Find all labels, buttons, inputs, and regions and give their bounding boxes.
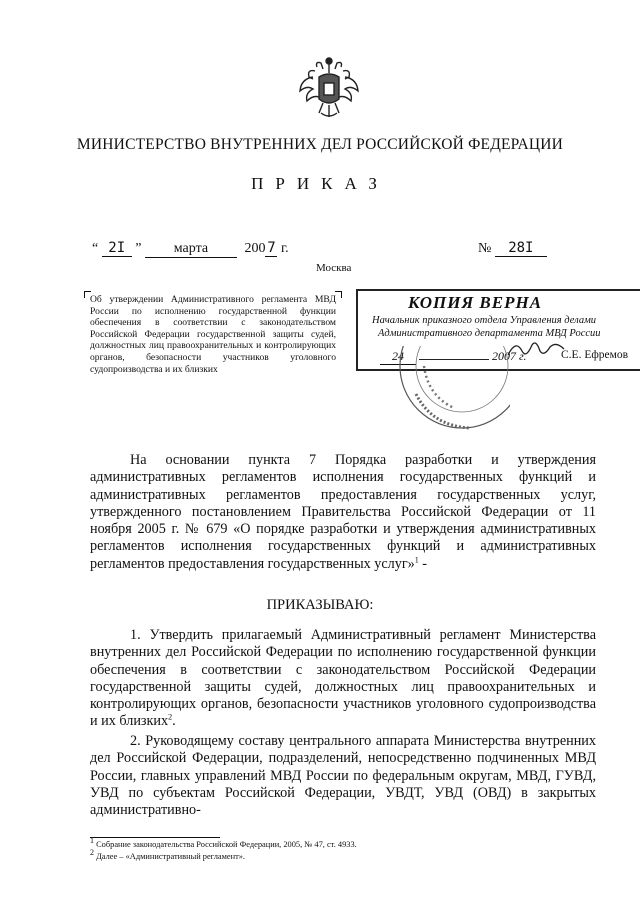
directive-heading: ПРИКАЗЫВАЮ:: [266, 597, 374, 613]
order-date: [92, 240, 289, 258]
order-item-2: [90, 733, 596, 819]
number-label: №: [478, 241, 492, 256]
footnote-2: [90, 848, 246, 862]
footnote-separator: [90, 837, 220, 838]
order-city: Москва: [316, 262, 352, 274]
order-item-1-tail: .: [172, 713, 176, 730]
stamp-date-year: 2007 г.: [492, 349, 527, 363]
preamble-paragraph: [90, 452, 596, 573]
footnote-1: [90, 836, 357, 850]
order-year-suffix: г.: [280, 241, 289, 256]
subject-text: Об утверждении Административного регламента МВД России по исполнению государственной функции обеспечения в соответствии с законодательством Российской Федерации государственной защиты судей, должностных лиц правоохранительных и контролирующих органов, безопасности участников уголовного судопроизводства и их близких: [90, 294, 336, 375]
footnote-2-text: Далее – «Административный регламент».: [96, 852, 246, 861]
order-number-value: 28I: [495, 240, 547, 257]
order-subject: [90, 294, 336, 375]
stamp-position-line2: Административного департамента МВД России: [378, 328, 601, 339]
stamp-position-line1: Начальник приказного отдела Управления делами: [372, 315, 597, 326]
order-year-digit: 7: [267, 240, 276, 256]
round-seal-icon: [392, 346, 510, 440]
order-month: марта: [145, 241, 237, 258]
order-day: 2I: [102, 240, 132, 257]
stamp-signatory: С.Е. Ефремов: [561, 349, 629, 361]
order-year-prefix: 200: [244, 241, 266, 256]
order-item-2-text: 2. Руководящему составу центрального аппарата Министерства внутренних дел Российской Федерации, подразделений, непосредственно подчиненных МВД России, главных управлений МВД России по федеральным округам, МВД, ГУВД, УВД по субъектам Российской Федерации, УВДТ, УВД (ОВД) в закрытых административно-: [90, 733, 596, 819]
preamble-tail: -: [418, 555, 428, 572]
quote-open: “: [92, 241, 99, 256]
footnote-1-text: Собрание законодательства Российской Федерации, 2005, № 47, ст. 4933.: [96, 840, 357, 849]
subject-corner-right: [335, 291, 342, 298]
order-item-1-text: 1. Утвердить прилагаемый Административный регламент Министерства внутренних дел Российской Федерации по исполнению государственной функции обеспечения в соответствии с законодательством Российской Федерации государственной защиты судей, должностных лиц правоохранительных и контролирующих органов, безопасности участников уголовного судопроизводства и их близких: [90, 627, 596, 730]
order-number: [478, 240, 547, 257]
quote-close: ”: [135, 241, 142, 256]
handwritten-signature-icon: [506, 337, 566, 361]
stamp-date-day: 24: [380, 349, 416, 365]
footnote-2-mark: 2: [90, 848, 94, 858]
double-headed-eagle-emblem-icon: [297, 55, 361, 121]
ministry-name: МИНИСТЕРСТВО ВНУТРЕННИХ ДЕЛ РОССИЙСКОЙ ФЕДЕРАЦИИ: [76, 136, 564, 153]
footnote-1-mark: 1: [90, 836, 94, 846]
footnote-ref-2: 2: [168, 712, 173, 722]
stamp-title: КОПИЯ ВЕРНА: [408, 293, 543, 312]
document-type-title: ПРИКАЗ: [251, 174, 389, 193]
footnote-ref-1: 1: [414, 555, 419, 565]
preamble-text: На основании пункта 7 Порядка разработки и утверждения административных регламентов исполнения государственных функций и административных регламентов предоставления государственных услуг, утвержденного постановлением Правительства Российской Федерации от 11 ноября 2005 г. № 679 «О порядке разработки и утверждения административных регламентов исполнения государственных функций и административных регламентов предоставления государственных услуг»: [90, 452, 596, 572]
order-item-1: [90, 627, 596, 731]
subject-corner-left: [84, 291, 91, 298]
